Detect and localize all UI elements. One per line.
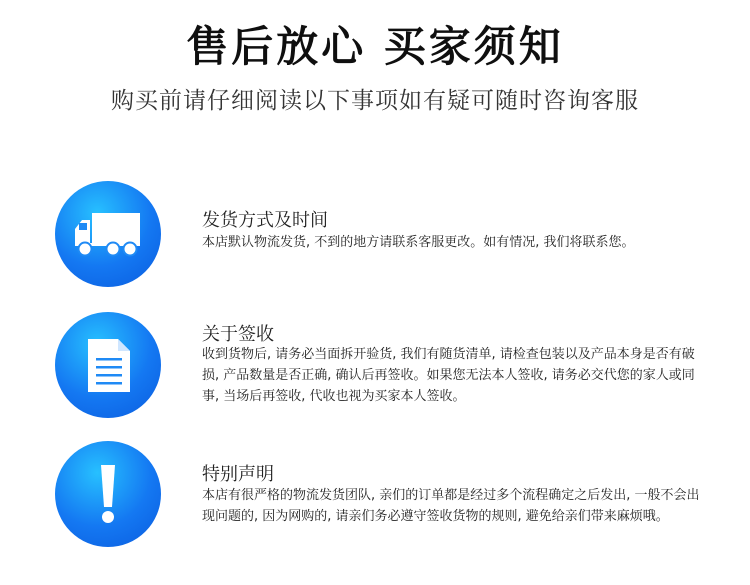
page-subtitle: 购买前请仔细阅读以下事项如有疑可随时咨询客服 — [111, 88, 639, 114]
section-body: 本店有很严格的物流发货团队, 亲们的订单都是经过多个流程确定之后发出, 一般不会出现问题的, 因为网购的, 请亲们务必遵守签收货物的规则, 避免给亲们带来麻烦哦。 — [202, 488, 700, 524]
section-body: 收到货物后, 请务必当面拆开验货, 我们有随货清单, 请检查包装以及产品本身是否有破损, 产品数量是否正确, 确认后再签收。如果您无法本人签收, 请务必交代您的家人或同事, 当场后再签收, 代收也视为买家本人签收。 — [202, 347, 695, 404]
icon-circle — [55, 312, 161, 418]
icon-circle — [55, 441, 161, 547]
exclamation-icon — [55, 441, 161, 547]
icon-circle — [55, 181, 161, 287]
section-title: 关于签收 — [202, 324, 274, 345]
section-title: 发货方式及时间 — [202, 210, 328, 231]
document-icon — [55, 312, 161, 418]
page-title: 售后放心 买家须知 — [186, 22, 564, 71]
section-title: 特别声明 — [202, 464, 274, 485]
section-body: 本店默认物流发货, 不到的地方请联系客服更改。如有情况, 我们将联系您。 — [202, 235, 635, 250]
truck-icon — [55, 181, 161, 287]
